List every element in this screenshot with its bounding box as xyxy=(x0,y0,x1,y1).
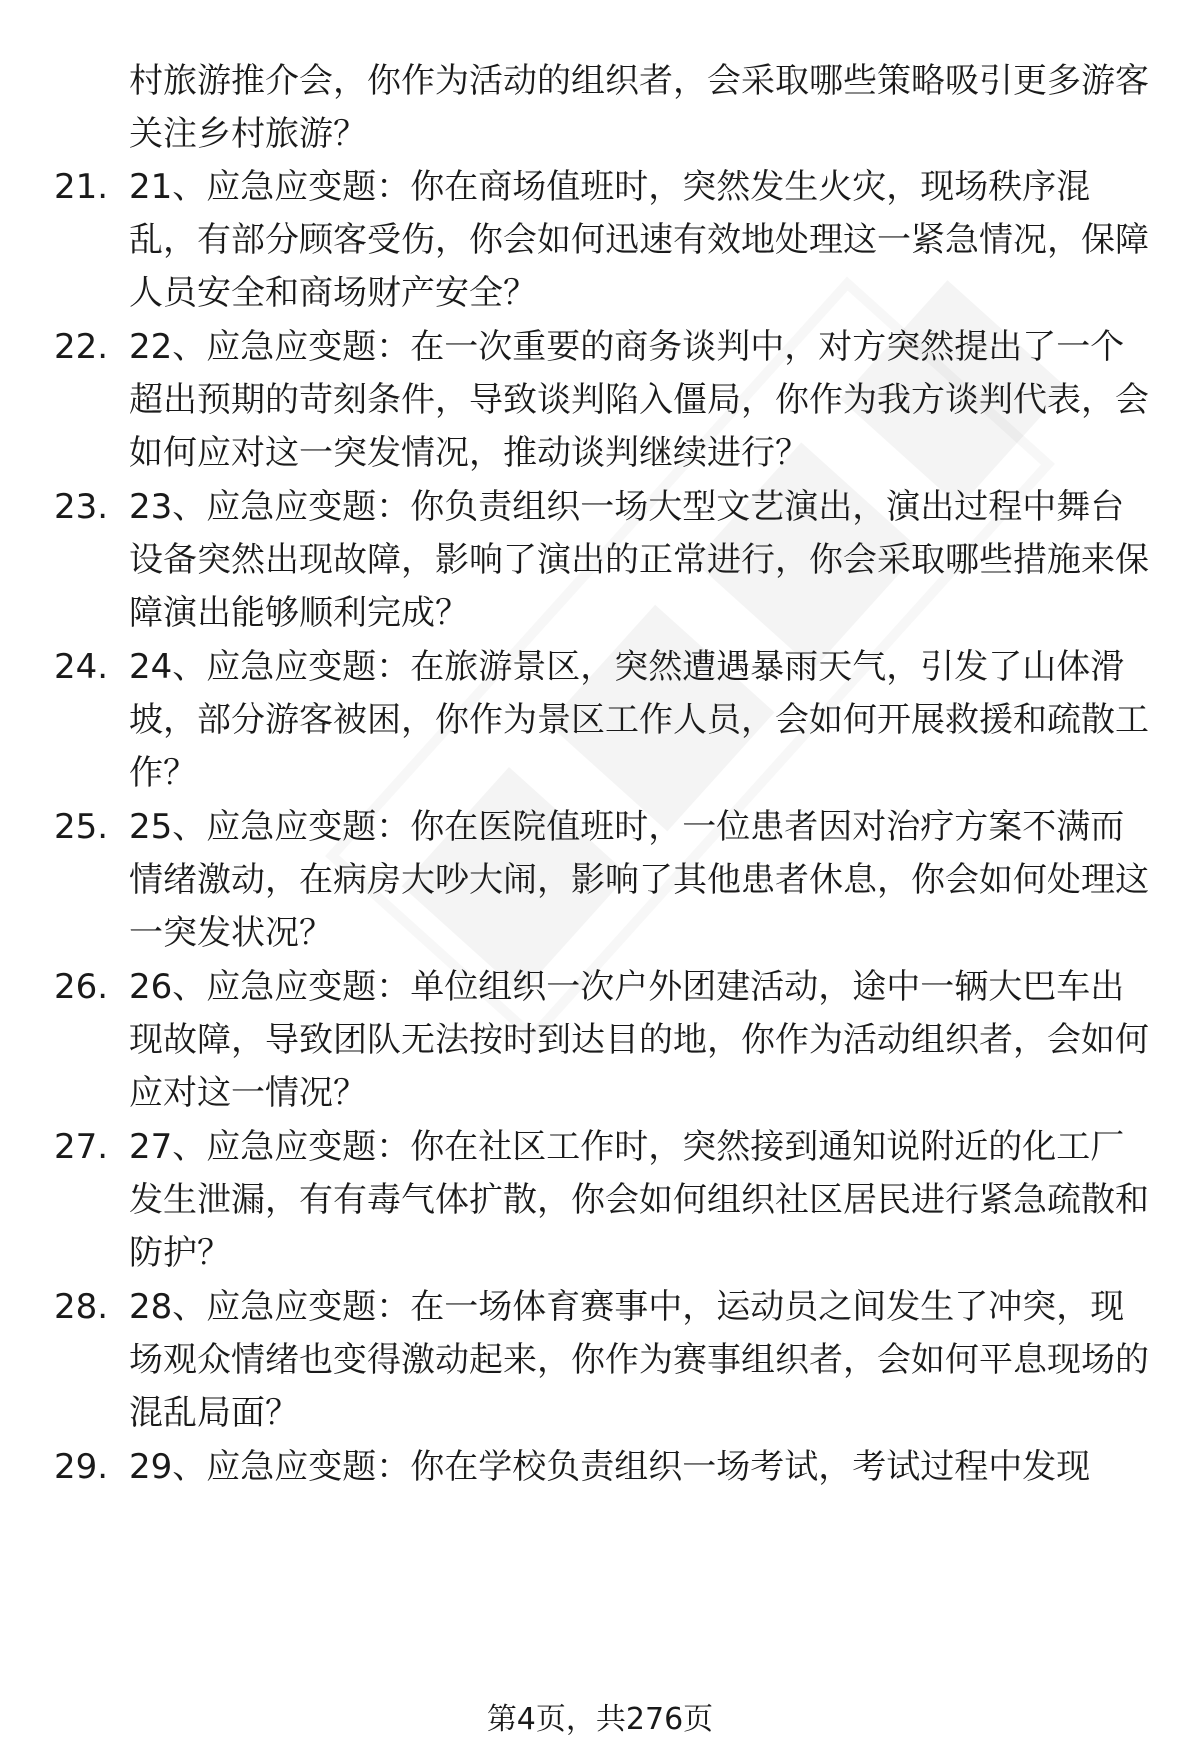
item-text: 27、应急应变题：你在社区工作时，突然接到通知说附近的化工厂发生泄漏，有有毒气体扩散，你会如何组织社区居民进行紧急疏散和防护？ xyxy=(129,1127,1149,1273)
item-number: 22. xyxy=(54,327,109,367)
item-text: 28、应急应变题：在一场体育赛事中，运动员之间发生了冲突，现场观众情绪也变得激动起来，你作为赛事组织者，会如何平息现场的混乱局面？ xyxy=(129,1287,1149,1433)
item-number: 27. xyxy=(54,1127,109,1167)
item-number: 28. xyxy=(54,1287,109,1327)
item-number: 23. xyxy=(54,487,109,527)
continuation-paragraph: 村旅游推介会，你作为活动的组织者，会采取哪些策略吸引更多游客关注乡村旅游？ xyxy=(129,61,1149,154)
item-text: 24、应急应变题：在旅游景区，突然遭遇暴雨天气，引发了山体滑坡，部分游客被困，你作为景区工作人员，会如何开展救援和疏散工作？ xyxy=(129,647,1149,793)
item-text: 25、应急应变题：你在医院值班时，一位患者因对治疗方案不满而情绪激动，在病房大吵大闹，影响了其他患者休息，你会如何处理这一突发状况？ xyxy=(129,807,1149,953)
item-number: 26. xyxy=(54,967,109,1007)
item-text: 26、应急应变题：单位组织一次户外团建活动，途中一辆大巴车出现故障，导致团队无法按时到达目的地，你作为活动组织者，会如何应对这一情况？ xyxy=(129,967,1149,1113)
item-text: 29、应急应变题：你在学校负责组织一场考试，考试过程中发现 xyxy=(129,1447,1091,1487)
item-text: 22、应急应变题：在一次重要的商务谈判中，对方突然提出了一个超出预期的苛刻条件，导致谈判陷入僵局，你作为我方谈判代表，会如何应对这一突发情况，推动谈判继续进行？ xyxy=(129,327,1149,473)
item-number: 21. xyxy=(54,167,109,207)
item-text: 23、应急应变题：你负责组织一场大型文艺演出，演出过程中舞台设备突然出现故障，影响了演出的正常进行，你会采取哪些措施来保障演出能够顺利完成？ xyxy=(129,487,1149,633)
item-text: 21、应急应变题：你在商场值班时，突然发生火灾，现场秩序混乱，有部分顾客受伤，你会如何迅速有效地处理这一紧急情况，保障人员安全和商场财产安全？ xyxy=(129,167,1149,313)
page-number-footer: 第4页，共276页 xyxy=(486,1702,714,1737)
item-number: 24. xyxy=(54,647,109,687)
item-number: 25. xyxy=(54,807,109,847)
item-number: 29. xyxy=(54,1447,109,1487)
